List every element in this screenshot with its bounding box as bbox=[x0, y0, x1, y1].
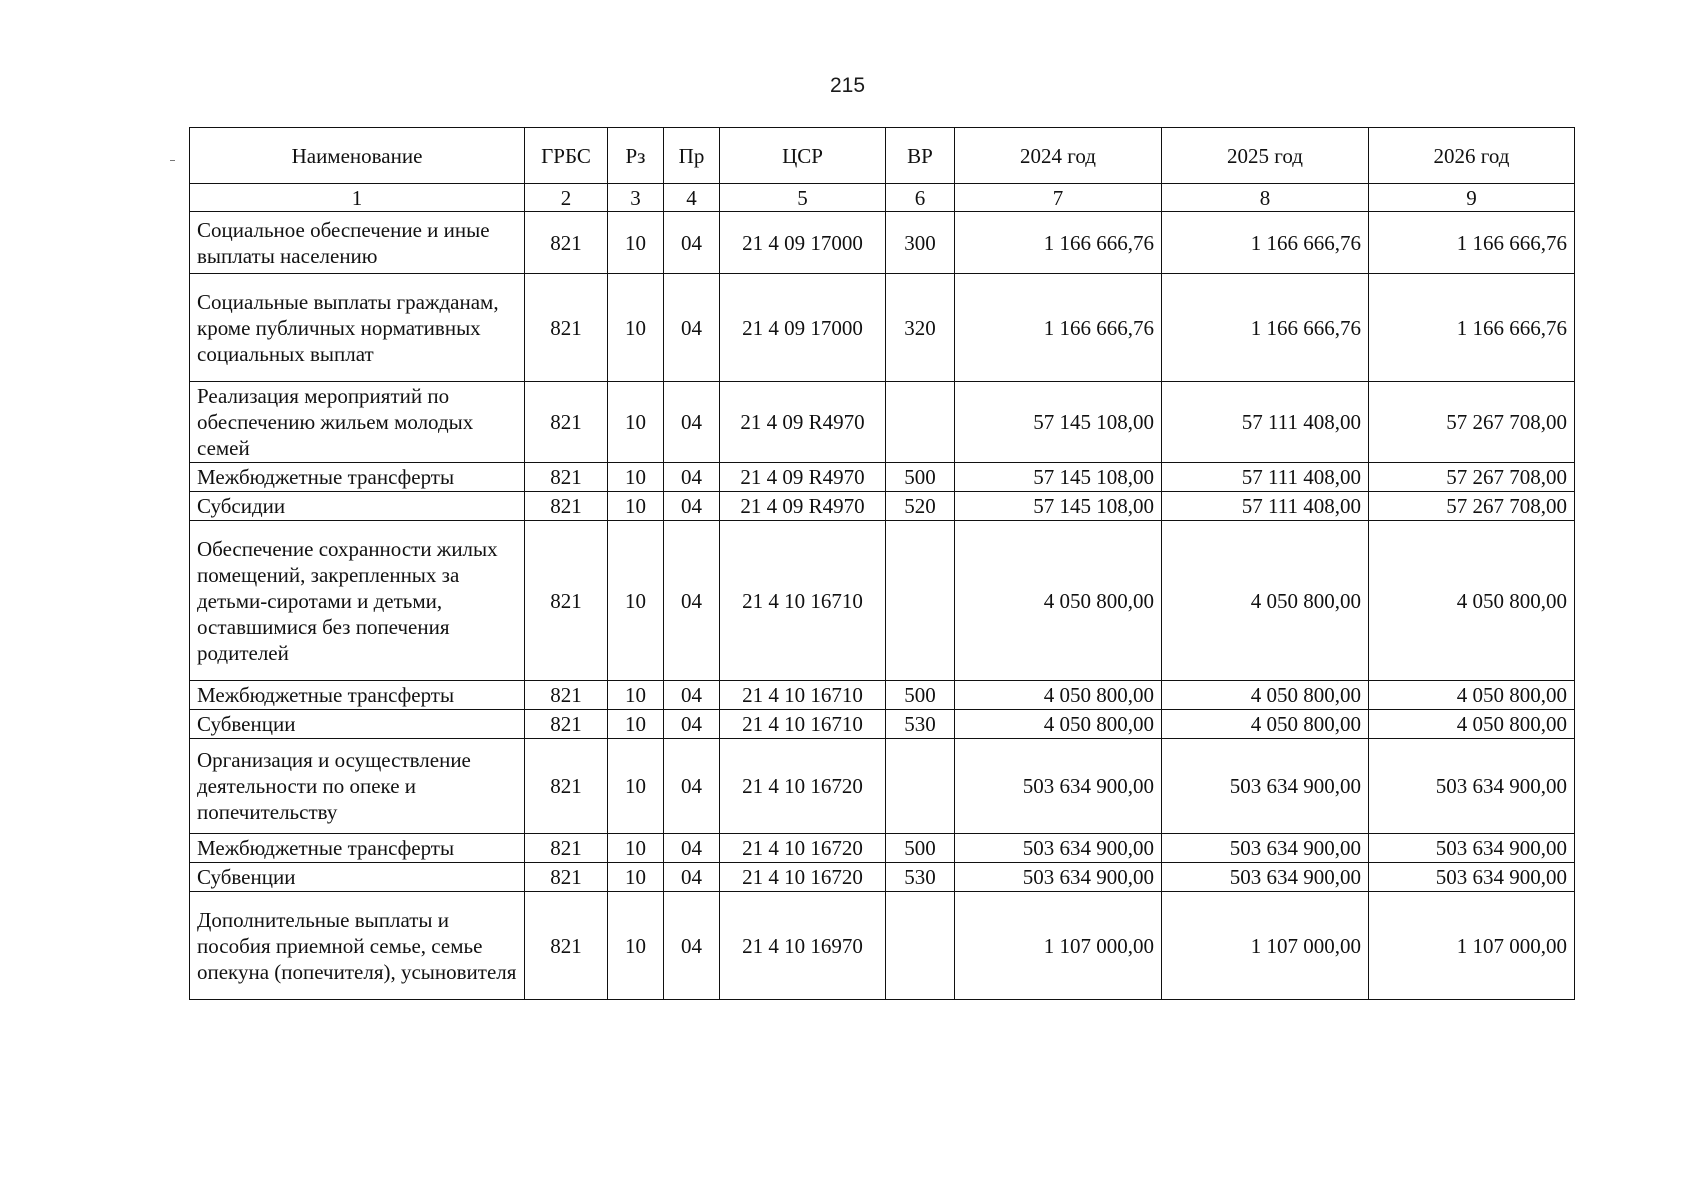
row-name: Социальные выплаты гражданам, кроме публичных нормативных социальных выплат bbox=[190, 274, 525, 382]
row-pr: 04 bbox=[664, 521, 720, 681]
row-amount-2026: 503 634 900,00 bbox=[1369, 739, 1575, 834]
row-amount-2024: 4 050 800,00 bbox=[955, 681, 1162, 710]
row-grbs: 821 bbox=[525, 834, 608, 863]
row-vr bbox=[886, 382, 955, 463]
table-row bbox=[190, 863, 1575, 892]
row-csr: 21 4 10 16720 bbox=[720, 863, 886, 892]
row-amount-2025: 57 111 408,00 bbox=[1162, 463, 1369, 492]
row-amount-2026: 4 050 800,00 bbox=[1369, 710, 1575, 739]
row-rz: 10 bbox=[608, 834, 664, 863]
row-rz: 10 bbox=[608, 274, 664, 382]
row-vr: 530 bbox=[886, 863, 955, 892]
table-row bbox=[190, 492, 1575, 521]
row-amount-2025: 4 050 800,00 bbox=[1162, 681, 1369, 710]
row-vr: 500 bbox=[886, 681, 955, 710]
row-amount-2024: 1 166 666,76 bbox=[955, 212, 1162, 274]
row-amount-2025: 503 634 900,00 bbox=[1162, 739, 1369, 834]
row-grbs: 821 bbox=[525, 463, 608, 492]
row-amount-2024: 503 634 900,00 bbox=[955, 863, 1162, 892]
header-csr: ЦСР bbox=[720, 128, 886, 184]
row-pr: 04 bbox=[664, 274, 720, 382]
row-rz: 10 bbox=[608, 863, 664, 892]
row-vr: 530 bbox=[886, 710, 955, 739]
table-row bbox=[190, 274, 1575, 382]
row-pr: 04 bbox=[664, 382, 720, 463]
row-name: Межбюджетные трансферты bbox=[190, 681, 525, 710]
row-name: Реализация мероприятий по обеспечению жильем молодых семей bbox=[190, 382, 525, 463]
row-csr: 21 4 10 16720 bbox=[720, 739, 886, 834]
table-row bbox=[190, 739, 1575, 834]
row-amount-2024: 57 145 108,00 bbox=[955, 492, 1162, 521]
row-csr: 21 4 09 R4970 bbox=[720, 463, 886, 492]
header-2024: 2024 год bbox=[955, 128, 1162, 184]
table-row bbox=[190, 710, 1575, 739]
row-amount-2026: 503 634 900,00 bbox=[1369, 863, 1575, 892]
row-amount-2025: 503 634 900,00 bbox=[1162, 863, 1369, 892]
row-pr: 04 bbox=[664, 739, 720, 834]
page-number: 215 bbox=[829, 74, 866, 97]
row-vr bbox=[886, 521, 955, 681]
row-name: Организация и осуществление деятельности по опеке и попечительству bbox=[190, 739, 525, 834]
column-number: 2 bbox=[525, 184, 608, 212]
row-amount-2025: 57 111 408,00 bbox=[1162, 382, 1369, 463]
row-amount-2025: 4 050 800,00 bbox=[1162, 521, 1369, 681]
row-vr bbox=[886, 892, 955, 1000]
row-amount-2024: 4 050 800,00 bbox=[955, 521, 1162, 681]
table-row bbox=[190, 212, 1575, 274]
row-grbs: 821 bbox=[525, 892, 608, 1000]
header-grbs: ГРБС bbox=[525, 128, 608, 184]
row-grbs: 821 bbox=[525, 521, 608, 681]
row-amount-2025: 4 050 800,00 bbox=[1162, 710, 1369, 739]
row-name: Субвенции bbox=[190, 710, 525, 739]
column-number: 5 bbox=[720, 184, 886, 212]
row-grbs: 821 bbox=[525, 863, 608, 892]
row-pr: 04 bbox=[664, 892, 720, 1000]
row-pr: 04 bbox=[664, 834, 720, 863]
row-amount-2024: 4 050 800,00 bbox=[955, 710, 1162, 739]
row-grbs: 821 bbox=[525, 739, 608, 834]
row-vr: 520 bbox=[886, 492, 955, 521]
table-row bbox=[190, 834, 1575, 863]
row-name: Дополнительные выплаты и пособия приемной семье, семье опекуна (попечителя), усыновителя bbox=[190, 892, 525, 1000]
row-name: Социальное обеспечение и иные выплаты населению bbox=[190, 212, 525, 274]
table-row bbox=[190, 382, 1575, 463]
column-number: 1 bbox=[190, 184, 525, 212]
row-csr: 21 4 10 16710 bbox=[720, 681, 886, 710]
row-amount-2026: 57 267 708,00 bbox=[1369, 492, 1575, 521]
row-csr: 21 4 09 17000 bbox=[720, 274, 886, 382]
row-grbs: 821 bbox=[525, 212, 608, 274]
row-pr: 04 bbox=[664, 710, 720, 739]
row-rz: 10 bbox=[608, 710, 664, 739]
row-rz: 10 bbox=[608, 739, 664, 834]
row-pr: 04 bbox=[664, 463, 720, 492]
row-amount-2024: 1 166 666,76 bbox=[955, 274, 1162, 382]
row-amount-2025: 57 111 408,00 bbox=[1162, 492, 1369, 521]
row-amount-2026: 1 107 000,00 bbox=[1369, 892, 1575, 1000]
header-vr: ВР bbox=[886, 128, 955, 184]
column-number: 8 bbox=[1162, 184, 1369, 212]
column-number: 7 bbox=[955, 184, 1162, 212]
row-grbs: 821 bbox=[525, 382, 608, 463]
row-amount-2026: 1 166 666,76 bbox=[1369, 212, 1575, 274]
row-pr: 04 bbox=[664, 212, 720, 274]
row-name: Обеспечение сохранности жилых помещений, закрепленных за детьми-сиротами и детьми, оставшимися без попечения родителей bbox=[190, 521, 525, 681]
column-number: 3 bbox=[608, 184, 664, 212]
table-row bbox=[190, 521, 1575, 681]
row-amount-2025: 1 166 666,76 bbox=[1162, 212, 1369, 274]
row-rz: 10 bbox=[608, 212, 664, 274]
row-amount-2025: 1 107 000,00 bbox=[1162, 892, 1369, 1000]
row-amount-2026: 1 166 666,76 bbox=[1369, 274, 1575, 382]
row-csr: 21 4 10 16720 bbox=[720, 834, 886, 863]
header-name: Наименование bbox=[190, 128, 525, 184]
row-rz: 10 bbox=[608, 681, 664, 710]
row-csr: 21 4 10 16970 bbox=[720, 892, 886, 1000]
header-rz: Рз bbox=[608, 128, 664, 184]
table-body bbox=[190, 212, 1575, 1000]
row-amount-2026: 57 267 708,00 bbox=[1369, 382, 1575, 463]
column-number: 4 bbox=[664, 184, 720, 212]
table-row bbox=[190, 681, 1575, 710]
row-name: Межбюджетные трансферты bbox=[190, 834, 525, 863]
column-number: 6 bbox=[886, 184, 955, 212]
row-rz: 10 bbox=[608, 492, 664, 521]
margin-mark bbox=[170, 160, 175, 161]
row-amount-2024: 503 634 900,00 bbox=[955, 739, 1162, 834]
header-pr: Пр bbox=[664, 128, 720, 184]
header-2025: 2025 год bbox=[1162, 128, 1369, 184]
row-name: Субсидии bbox=[190, 492, 525, 521]
row-vr: 320 bbox=[886, 274, 955, 382]
row-csr: 21 4 09 R4970 bbox=[720, 492, 886, 521]
row-grbs: 821 bbox=[525, 681, 608, 710]
row-amount-2026: 4 050 800,00 bbox=[1369, 521, 1575, 681]
row-grbs: 821 bbox=[525, 274, 608, 382]
row-rz: 10 bbox=[608, 521, 664, 681]
row-amount-2024: 57 145 108,00 bbox=[955, 463, 1162, 492]
table-row bbox=[190, 463, 1575, 492]
row-amount-2024: 503 634 900,00 bbox=[955, 834, 1162, 863]
header-2026: 2026 год bbox=[1369, 128, 1575, 184]
row-csr: 21 4 09 R4970 bbox=[720, 382, 886, 463]
column-number: 9 bbox=[1369, 184, 1575, 212]
row-grbs: 821 bbox=[525, 492, 608, 521]
row-name: Межбюджетные трансферты bbox=[190, 463, 525, 492]
row-amount-2024: 57 145 108,00 bbox=[955, 382, 1162, 463]
row-name: Субвенции bbox=[190, 863, 525, 892]
row-vr: 300 bbox=[886, 212, 955, 274]
row-rz: 10 bbox=[608, 382, 664, 463]
row-vr: 500 bbox=[886, 463, 955, 492]
row-amount-2025: 503 634 900,00 bbox=[1162, 834, 1369, 863]
row-pr: 04 bbox=[664, 492, 720, 521]
row-amount-2026: 4 050 800,00 bbox=[1369, 681, 1575, 710]
row-vr bbox=[886, 739, 955, 834]
row-pr: 04 bbox=[664, 863, 720, 892]
row-csr: 21 4 09 17000 bbox=[720, 212, 886, 274]
row-amount-2024: 1 107 000,00 bbox=[955, 892, 1162, 1000]
row-amount-2026: 57 267 708,00 bbox=[1369, 463, 1575, 492]
table-row bbox=[190, 892, 1575, 1000]
row-amount-2026: 503 634 900,00 bbox=[1369, 834, 1575, 863]
row-pr: 04 bbox=[664, 681, 720, 710]
row-rz: 10 bbox=[608, 892, 664, 1000]
budget-table bbox=[189, 127, 1575, 1000]
header-row bbox=[190, 128, 1575, 184]
column-number-row bbox=[190, 184, 1575, 212]
row-csr: 21 4 10 16710 bbox=[720, 521, 886, 681]
row-csr: 21 4 10 16710 bbox=[720, 710, 886, 739]
row-amount-2025: 1 166 666,76 bbox=[1162, 274, 1369, 382]
row-vr: 500 bbox=[886, 834, 955, 863]
row-rz: 10 bbox=[608, 463, 664, 492]
row-grbs: 821 bbox=[525, 710, 608, 739]
